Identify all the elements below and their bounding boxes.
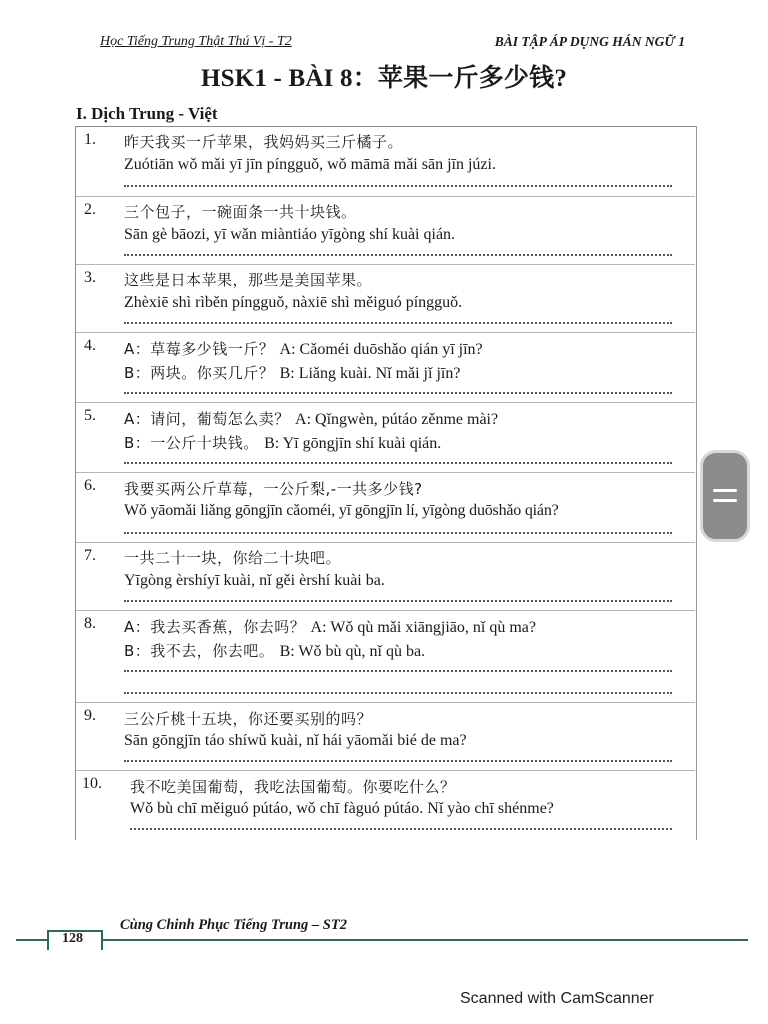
dialogue-line-b: [124, 432, 441, 453]
book-title: Học Tiếng Trung Thật Thú Vị - T2: [100, 34, 292, 49]
exercise-number: 1.: [84, 131, 96, 148]
exercise-row: [76, 611, 695, 703]
chinese-sentence: 这些是日本苹果，那些是美国苹果。: [124, 271, 373, 289]
footer-title: Cùng Chinh Phục Tiếng Trung – ST2: [120, 917, 347, 933]
chinese-sentence: 三公斤桃十五块，你还要买别的吗？: [124, 710, 373, 728]
lesson-title: HSK1 - BÀI 8：苹果一斤多少钱?: [200, 65, 568, 92]
chinese-sentence: 一共二十一块，你给二十块吧。: [124, 549, 342, 567]
exercise-number: 9.: [84, 707, 96, 724]
exercise-number: 7.: [84, 547, 96, 564]
chinese-sentence: 我要买两公斤草莓，一公斤梨,-一共多少钱?: [124, 480, 423, 498]
dialogue-line-a: [124, 338, 483, 359]
pinyin-sentence: Zhèxiē shì rìběn píngguǒ, nàxiē shì měiguó píngguǒ.: [124, 294, 463, 311]
chinese-sentence: A：我去买香蕉，你去吗？: [124, 618, 306, 636]
chinese-sentence: B：我不去，你去吧。: [124, 642, 275, 660]
exercise-row: [76, 703, 695, 771]
exercise-row: [76, 333, 695, 403]
chinese-sentence: A：草莓多少钱一斤？: [124, 340, 275, 358]
grip-line-icon: [713, 499, 737, 502]
footer-rule: [16, 939, 748, 941]
exercise-row: [76, 771, 695, 841]
answer-line: [124, 760, 672, 762]
answer-line: [124, 185, 672, 187]
exercise-number: 6.: [84, 477, 96, 494]
pinyin-sentence: Yīgòng èrshíyī kuài, nǐ gěi èrshí kuài ba.: [124, 572, 385, 589]
pinyin-sentence: Sān gè bāozi, yī wǎn miàntiáo yīgòng shí kuài qián.: [124, 226, 456, 243]
pinyin-sentence: B: Liǎng kuài. Nǐ mǎi jǐ jīn?: [279, 365, 461, 382]
exercise-row: [76, 127, 695, 197]
chinese-sentence: 三个包子，一碗面条一共十块钱。: [124, 203, 357, 221]
exercise-row: [76, 473, 695, 543]
exercise-row: [76, 403, 695, 473]
exercise-row: [76, 543, 695, 611]
answer-line: [124, 392, 672, 394]
running-header: [100, 34, 685, 52]
answer-line: [124, 670, 672, 672]
pinyin-sentence: Sān gōngjīn táo shíwǔ kuài, nǐ hái yāomǎi bié de ma?: [124, 732, 467, 749]
scanner-watermark: Scanned with CamScanner: [460, 990, 654, 1007]
book-subtitle: BÀI TẬP ÁP DỤNG HÁN NGỮ 1: [494, 34, 685, 49]
scroll-handle[interactable]: [700, 450, 750, 542]
exercise-number: 4.: [84, 337, 96, 354]
exercise-number: 5.: [84, 407, 96, 424]
section-heading: I. Dịch Trung - Việt: [76, 104, 218, 123]
pinyin-sentence: Wǒ bù chī měiguó pútáo, wǒ chī fàguó pútáo. Nǐ yào chī shénme?: [130, 800, 554, 817]
answer-line: [124, 322, 672, 324]
exercise-number: 2.: [84, 201, 96, 218]
dialogue-line-a: [124, 408, 498, 429]
pinyin-sentence: B: Wǒ bù qù, nǐ qù ba.: [279, 643, 426, 660]
dialogue-line-b: [124, 362, 460, 383]
chinese-sentence: B：一公斤十块钱。: [124, 434, 259, 452]
answer-line: [124, 462, 672, 464]
page-number: 128: [62, 931, 83, 946]
dialogue-line-a: [124, 616, 536, 637]
pinyin-sentence: A: Cǎoméi duōshǎo qián yī jīn?: [279, 341, 483, 358]
exercise-number: 8.: [84, 615, 96, 632]
pinyin-sentence: A: Qǐngwèn, pútáo zěnme mài?: [295, 411, 499, 428]
answer-line: [124, 692, 672, 694]
answer-line: [124, 532, 672, 534]
chinese-sentence: 昨天我买一斤苹果，我妈妈买三斤橘子。: [124, 133, 404, 151]
pinyin-sentence: Zuótiān wǒ mǎi yī jīn píngguǒ, wǒ māmā mǎi sān jīn júzi.: [124, 156, 496, 173]
chinese-sentence: A：请问，葡萄怎么卖？: [124, 410, 290, 428]
chinese-sentence: B：两块。你买几斤？: [124, 364, 275, 382]
pinyin-sentence: Wǒ yāomǎi liǎng gōngjīn cǎoméi, yī gōngjīn lí, yīgòng duōshǎo qián?: [124, 502, 559, 519]
exercise-number: 3.: [84, 269, 96, 286]
answer-line: [124, 600, 672, 602]
grip-line-icon: [713, 489, 737, 492]
pinyin-sentence: A: Wǒ qù mǎi xiāngjiāo, nǐ qù ma?: [310, 619, 536, 636]
exercise-table: [75, 126, 697, 840]
answer-line: [124, 254, 672, 256]
pinyin-sentence: B: Yī gōngjīn shí kuài qián.: [264, 435, 442, 452]
exercise-row: [76, 265, 695, 333]
dialogue-line-b: [124, 640, 425, 661]
chinese-sentence: 我不吃美国葡萄，我吃法国葡萄。你要吃什么？: [130, 778, 456, 796]
exercise-number: 10.: [82, 775, 102, 792]
exercise-row: [76, 197, 695, 265]
answer-line: [130, 828, 672, 830]
